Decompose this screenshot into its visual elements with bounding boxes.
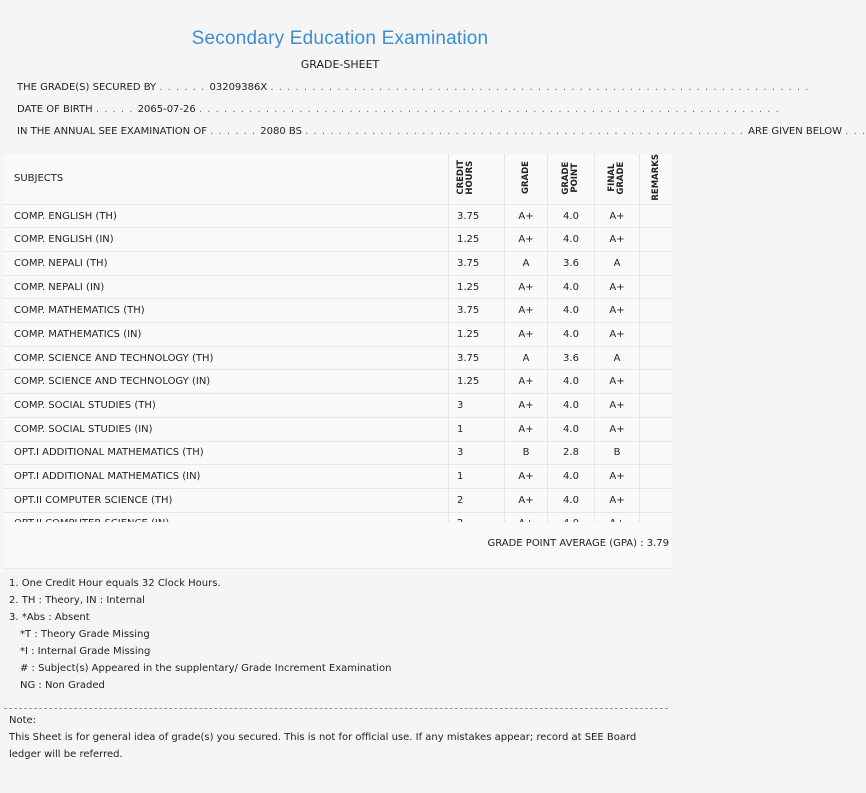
symbol-number: 03209386X (209, 82, 268, 93)
subject-cell: COMP. SOCIAL STUDIES (IN) (4, 417, 449, 441)
final-grade-cell: A+ (595, 394, 640, 418)
notes-list (9, 575, 391, 694)
grade-sheet-heading: GRADE-SHEET (300, 58, 380, 71)
gpa-label: GRADE POINT AVERAGE (GPA) : (487, 538, 644, 549)
final-grade-cell: A+ (595, 323, 640, 347)
grade-cell: A+ (505, 488, 548, 512)
note-item: 3. *Abs : Absent (9, 612, 90, 623)
remarks-cell (640, 299, 673, 323)
header-final-grade: FINAL GRADE (595, 154, 640, 204)
final-grade-cell: A+ (595, 299, 640, 323)
table-header-row (4, 154, 672, 204)
table-row (4, 346, 672, 370)
credit-hours-cell: 1.25 (449, 275, 505, 299)
note-item: *T : Theory Grade Missing (20, 629, 150, 640)
credit-hours-cell: 3.75 (449, 204, 505, 228)
table-row (4, 323, 672, 347)
note-label: Note: (9, 715, 37, 726)
subject-cell: COMP. SCIENCE AND TECHNOLOGY (TH) (4, 346, 449, 370)
gpa-row (4, 522, 672, 569)
subject-cell: COMP. MATHEMATICS (IN) (4, 323, 449, 347)
table-row (4, 394, 672, 418)
grade-point-cell: 4.0 (548, 417, 595, 441)
grade-cell: A+ (505, 228, 548, 252)
table-row (4, 299, 672, 323)
remarks-cell (640, 417, 673, 441)
table-row (4, 228, 672, 252)
credit-hours-cell: 1.25 (449, 370, 505, 394)
grade-point-cell: 2.8 (548, 441, 595, 465)
remarks-cell (640, 394, 673, 418)
credit-hours-cell: 2 (449, 488, 505, 512)
subject-cell: COMP. ENGLISH (IN) (4, 228, 449, 252)
secured-by-line: THE GRADE(S) SECURED BY . . . . . . 03209386X . . . . . . . . . . . . . . . . . . . . . . . . . . . . . . . . . . . . . . . . . . . . . . . . . . . . . . . . . . . . . . . . . (17, 82, 810, 93)
note-item: 2. TH : Theory, IN : Internal (9, 595, 145, 606)
table-row (4, 488, 672, 512)
exam-label: IN THE ANNUAL SEE EXAMINATION OF (17, 126, 207, 137)
disclaimer (9, 712, 667, 763)
subject-cell: OPT.I ADDITIONAL MATHEMATICS (TH) (4, 441, 449, 465)
credit-hours-cell: 3 (449, 441, 505, 465)
note-item: NG : Non Graded (20, 680, 105, 691)
grade-point-cell: 4.0 (548, 370, 595, 394)
grade-point-cell: 4.0 (548, 394, 595, 418)
table-row (4, 465, 672, 489)
grade-cell: A+ (505, 323, 548, 347)
credit-hours-cell: 1.25 (449, 228, 505, 252)
subject-cell: OPT.I ADDITIONAL MATHEMATICS (IN) (4, 465, 449, 489)
final-grade-cell: A (595, 252, 640, 276)
header-grade-point: GRADE POINT (548, 154, 595, 204)
grade-point-cell: 4.0 (548, 275, 595, 299)
grade-cell: A (505, 346, 548, 370)
credit-hours-cell: 1.25 (449, 323, 505, 347)
grade-cell: A+ (505, 275, 548, 299)
grade-cell: A+ (505, 204, 548, 228)
subject-cell: COMP. ENGLISH (TH) (4, 204, 449, 228)
dob-label: DATE OF BIRTH (17, 104, 93, 115)
grade-point-cell: 4.0 (548, 465, 595, 489)
grade-cell: A+ (505, 299, 548, 323)
subject-cell: COMP. SCIENCE AND TECHNOLOGY (IN) (4, 370, 449, 394)
grade-cell: A (505, 252, 548, 276)
grade-cell: B (505, 441, 548, 465)
grade-cell: A+ (505, 394, 548, 418)
exam-year: 2080 BS (260, 126, 302, 137)
final-grade-cell: B (595, 441, 640, 465)
remarks-cell (640, 275, 673, 299)
credit-hours-cell: 3.75 (449, 299, 505, 323)
note-item: *I : Internal Grade Missing (20, 646, 151, 657)
header-credit-hours: CREDIT HOURS (449, 154, 505, 204)
table-row (4, 204, 672, 228)
subject-cell: OPT.II COMPUTER SCIENCE (TH) (4, 488, 449, 512)
remarks-cell (640, 228, 673, 252)
remarks-cell (640, 488, 673, 512)
table-row (4, 252, 672, 276)
grade-point-cell: 4.0 (548, 228, 595, 252)
grade-point-cell: 4.0 (548, 204, 595, 228)
divider (4, 708, 668, 709)
note-item: 1. One Credit Hour equals 32 Clock Hours. (9, 578, 221, 589)
remarks-cell (640, 252, 673, 276)
final-grade-cell: A+ (595, 465, 640, 489)
final-grade-cell: A+ (595, 204, 640, 228)
grade-point-cell: 3.6 (548, 346, 595, 370)
note-text: This Sheet is for general idea of grade(s) you secured. This is not for official use. If any mistakes appear; record at SEE Board ledger will be referred. (9, 732, 637, 760)
note-item: # : Subject(s) Appeared in the supplentary/ Grade Increment Examination (20, 663, 392, 674)
credit-hours-cell: 1 (449, 417, 505, 441)
final-grade-cell: A+ (595, 275, 640, 299)
table-row (4, 370, 672, 394)
gpa-value: 3.79 (646, 538, 669, 549)
header-remarks: REMARKS (640, 154, 673, 204)
grade-cell: A+ (505, 417, 548, 441)
grade-table (4, 154, 672, 536)
remarks-cell (640, 465, 673, 489)
grade-cell: A+ (505, 465, 548, 489)
grade-table-body (4, 204, 672, 536)
grade-point-cell: 4.0 (548, 299, 595, 323)
remarks-cell (640, 346, 673, 370)
secured-by-label: THE GRADE(S) SECURED BY (17, 82, 157, 93)
credit-hours-cell: 3.75 (449, 346, 505, 370)
subject-cell: COMP. NEPALI (IN) (4, 275, 449, 299)
final-grade-cell: A+ (595, 488, 640, 512)
dob-value: 2065-07-26 (137, 104, 196, 115)
grade-point-cell: 4.0 (548, 488, 595, 512)
subject-cell: COMP. MATHEMATICS (TH) (4, 299, 449, 323)
grade-point-cell: 4.0 (548, 323, 595, 347)
subject-cell: COMP. NEPALI (TH) (4, 252, 449, 276)
exam-line: IN THE ANNUAL SEE EXAMINATION OF . . . . . . 2080 BS . . . . . . . . . . . . . . . . . . . . . . . . . . . . . . . . . . . . . . . . . . . . . . . . . . . . . ARE GIVEN BELOW . . . (17, 126, 866, 137)
final-grade-cell: A (595, 346, 640, 370)
grade-point-cell: 3.6 (548, 252, 595, 276)
subject-cell: COMP. SOCIAL STUDIES (TH) (4, 394, 449, 418)
grade-cell: A+ (505, 370, 548, 394)
table-row (4, 441, 672, 465)
given-below-label: ARE GIVEN BELOW (748, 126, 843, 137)
table-row (4, 417, 672, 441)
remarks-cell (640, 204, 673, 228)
header-grade: GRADE (505, 154, 548, 204)
credit-hours-cell: 3 (449, 394, 505, 418)
gpa-summary (487, 538, 669, 549)
credit-hours-cell: 1 (449, 465, 505, 489)
page-title: Secondary Education Examination (191, 28, 489, 49)
final-grade-cell: A+ (595, 228, 640, 252)
remarks-cell (640, 323, 673, 347)
credit-hours-cell: 3.75 (449, 252, 505, 276)
final-grade-cell: A+ (595, 417, 640, 441)
header-subjects: SUBJECTS (4, 154, 449, 204)
dob-line: DATE OF BIRTH . . . . . 2065-07-26 . . . . . . . . . . . . . . . . . . . . . . . . . . . . . . . . . . . . . . . . . . . . . . . . . . . . . . . . . . . . . . . . . . . . . . (17, 104, 780, 115)
remarks-cell (640, 441, 673, 465)
remarks-cell (640, 370, 673, 394)
final-grade-cell: A+ (595, 370, 640, 394)
table-row (4, 275, 672, 299)
